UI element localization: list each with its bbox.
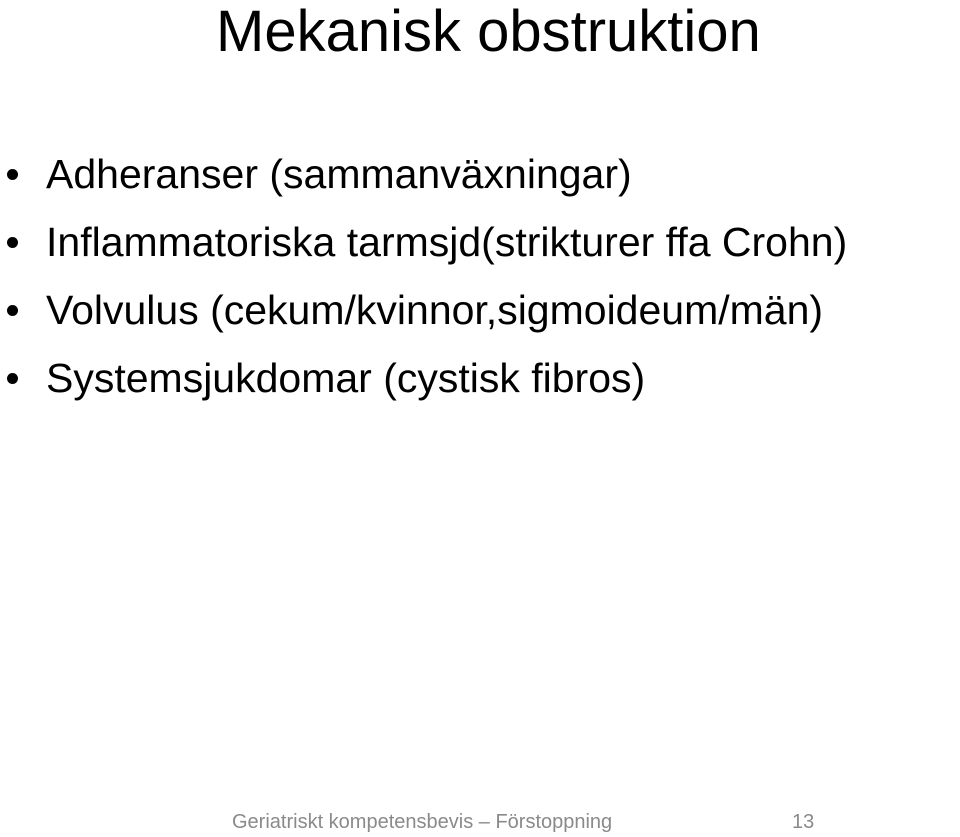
bullet-dot-icon — [7, 373, 18, 384]
bullet-dot-icon — [7, 237, 18, 248]
bullet-item — [0, 140, 960, 208]
bullet-item — [0, 276, 960, 344]
bullet-text: Volvulus (cekum/kvinnor,sigmoideum/män) — [46, 287, 824, 333]
bullet-text: Inflammatoriska tarmsjd(strikturer ffa Crohn) — [46, 219, 848, 265]
footer-title: Geriatriskt kompetensbevis – Förstoppning — [232, 811, 613, 833]
bullet-dot-icon — [7, 305, 18, 316]
bullet-text: Systemsjukdomar (cystisk fibros) — [46, 355, 646, 401]
bullet-item — [0, 208, 960, 276]
bullet-text: Adheranser (sammanväxningar) — [46, 151, 632, 197]
slide-title: Mekanisk obstruktion — [216, 0, 761, 64]
bullet-item — [0, 344, 960, 412]
bullet-list — [0, 140, 960, 412]
bullet-dot-icon — [7, 169, 18, 180]
slide-number: 13 — [792, 811, 815, 833]
